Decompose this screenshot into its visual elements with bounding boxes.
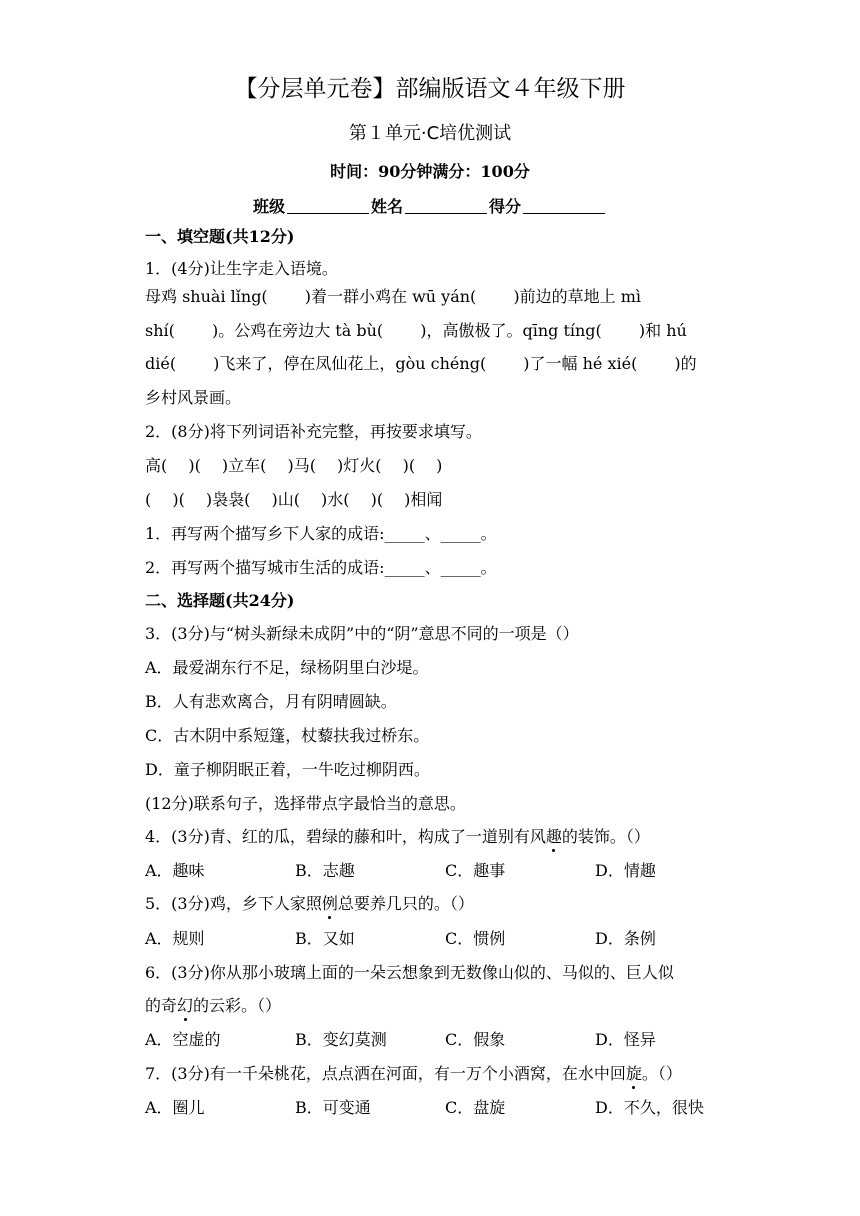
option-b: B．志趣 [295,861,355,880]
question-2-line: ( )( )袅袅( )山( )水( )( )相闻 [145,490,443,509]
dotted-character: 趣 [545,827,562,846]
question-7-text: 7．(3分)有一千朵桃花，点点洒在河面，有一万个小酒窝，在水中回 [145,1064,626,1083]
option-a: A．空虚的 [145,1030,221,1049]
question-4-text: 4．(3分)青、红的瓜，碧绿的藤和叶，构成了一道别有风 [145,827,546,846]
dotted-character: 幻 [177,996,194,1015]
class-blank[interactable] [287,197,369,214]
question-6-text: 的云彩。（） [193,996,282,1015]
option-c: C．惯例 [445,929,506,948]
student-info-line [0,196,860,218]
option-d: D．不久，很快 [595,1098,704,1117]
question-1-stem: 1．(4分)让生字走入语境。 [145,259,338,278]
question-7-text: 。（） [641,1064,682,1083]
name-blank[interactable] [405,197,487,214]
name-label: 姓名 [370,197,403,216]
option-b: B．变幻莫测 [295,1030,387,1049]
option-a: A．趣味 [145,861,205,880]
question-6-options [145,1029,745,1051]
question-3-option: B．人有悲欢离合，月有阴晴圆缺。 [145,692,397,711]
question-5-options [145,928,745,950]
page-subtitle: 第１单元·C培优测试 [348,123,512,144]
question-2-subquestion: 2．再写两个描写城市生活的成语:_____、_____。 [145,558,497,577]
question-2-stem: 2．(8分)将下列词语补充完整，再按要求填写。 [145,422,482,441]
option-c: C．假象 [445,1030,506,1049]
question-7-options [145,1097,745,1119]
page-title: 【分层单元卷】部编版语文４年级下册 [234,76,626,102]
dotted-character: 例 [321,894,338,913]
question-7-stem [145,1063,682,1085]
question-3-option: A．最爱湖东行不足，绿杨阴里白沙堤。 [145,658,429,677]
class-label: 班级 [252,197,285,216]
question-4-text: 的装饰。（） [561,827,650,846]
question-1-line: 乡村风景画。 [145,388,242,407]
score-blank[interactable] [523,197,605,214]
dotted-character: 旋 [625,1064,642,1083]
question-3-stem: 3．(3分)与“树头新绿未成阴”中的“阴”意思不同的一项是（） [145,624,579,643]
question-4-stem [145,826,650,848]
question-1-line: dié( )飞来了，停在凤仙花上，gòu chéng( )了一幅 hé xié( )的 [145,354,697,373]
exam-time-info: 时间：90分钟满分：100分 [330,162,530,181]
question-6-text: 的奇 [145,996,178,1015]
option-d: D．情趣 [595,861,656,880]
question-6-stem-continued [145,995,281,1017]
section-heading-choice: 二、选择题(共24分) [145,591,295,610]
option-c: C．盘旋 [445,1098,506,1117]
question-3-option: C．古木阴中系短篷，杖藜扶我过桥东。 [145,726,430,745]
option-a: A．规则 [145,929,205,948]
question-3-option: D．童子柳阴眠正着，一牛吃过柳阴西。 [145,760,430,779]
option-b: B．可变通 [295,1098,371,1117]
question-5-text: 5．(3分)鸡，乡下人家照 [145,894,322,913]
question-2-subquestion: 1．再写两个描写乡下人家的成语:_____、_____。 [145,524,497,543]
question-2-line: 高( )( )立车( )马( )灯火( )( ) [145,456,443,475]
option-d: D．怪异 [595,1030,656,1049]
question-group-intro: (12分)联系句子，选择带点字最恰当的意思。 [145,794,466,813]
option-d: D．条例 [595,929,656,948]
question-4-options [145,860,745,882]
question-5-stem [145,893,474,915]
question-1-line: shí( )。公鸡在旁边大 tà bù( )，高傲极了。qīng tíng( )和 hú [145,321,687,340]
section-heading-fill-in: 一、填空题(共12分) [145,227,295,246]
score-label: 得分 [489,197,522,216]
question-1-line: 母鸡 shuài lǐng( )着一群小鸡在 wū yán( )前边的草地上 mì [145,287,642,306]
question-5-text: 总要养几只的。（） [337,894,474,913]
option-c: C．趣事 [445,861,506,880]
question-6-stem: 6．(3分)你从那小玻璃上面的一朵云想象到无数像山似的、马似的、巨人似 [145,963,674,982]
option-b: B．又如 [295,929,355,948]
option-a: A．圈儿 [145,1098,205,1117]
